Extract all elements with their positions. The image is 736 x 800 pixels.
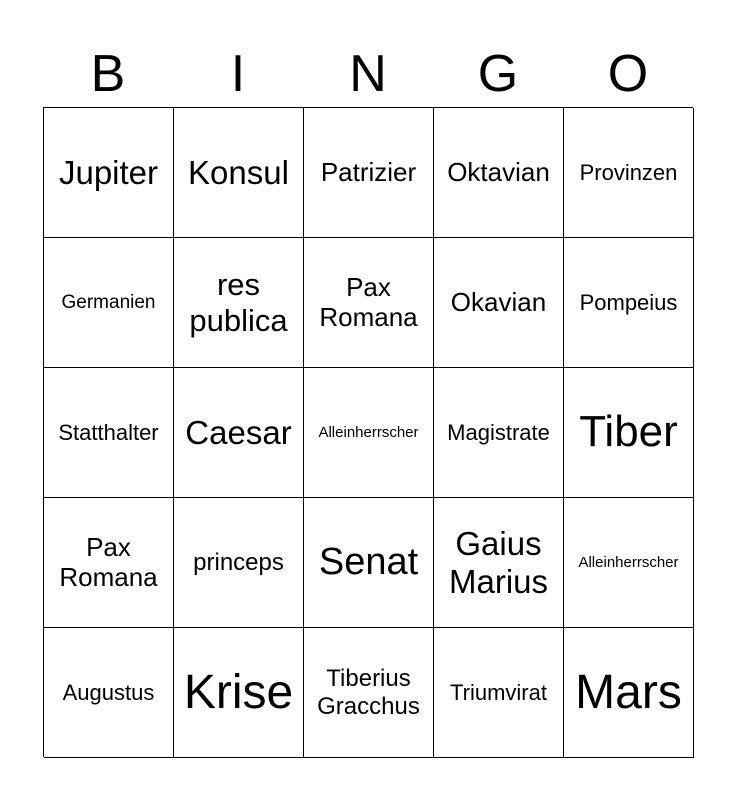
bingo-cell[interactable] bbox=[304, 368, 434, 498]
cell-text: Krise bbox=[183, 665, 294, 719]
bingo-cell[interactable] bbox=[304, 498, 434, 628]
cell-text: Tiber bbox=[579, 407, 678, 457]
cell-text: Alleinherrscher bbox=[578, 553, 679, 571]
bingo-cell[interactable] bbox=[44, 498, 174, 628]
cell-text: princeps bbox=[193, 548, 284, 576]
header-letter-n: N bbox=[349, 45, 387, 103]
bingo-cell[interactable] bbox=[564, 628, 694, 758]
header-letter-o: O bbox=[607, 45, 649, 103]
bingo-cell[interactable] bbox=[174, 498, 304, 628]
bingo-cell[interactable] bbox=[434, 108, 564, 238]
cell-text: Okavian bbox=[450, 286, 547, 317]
bingo-cell[interactable] bbox=[434, 368, 564, 498]
bingo-cell[interactable] bbox=[174, 238, 304, 368]
bingo-cell[interactable] bbox=[564, 238, 694, 368]
bingo-cell[interactable] bbox=[44, 368, 174, 498]
cell-text: Statthalter bbox=[58, 419, 159, 445]
bingo-cell[interactable] bbox=[174, 368, 304, 498]
cell-text: Tiberius Gracchus bbox=[317, 664, 420, 720]
bingo-header bbox=[43, 40, 693, 108]
bingo-cell[interactable] bbox=[44, 238, 174, 368]
header-letter-g: G bbox=[477, 45, 519, 103]
bingo-cell[interactable] bbox=[434, 238, 564, 368]
bingo-cell[interactable] bbox=[44, 108, 174, 238]
cell-text: Pax Romana bbox=[319, 271, 418, 332]
bingo-cell[interactable] bbox=[304, 628, 434, 758]
cell-text: Provinzen bbox=[579, 159, 678, 185]
cell-text: Senat bbox=[318, 540, 419, 583]
cell-text: Germanien bbox=[61, 291, 156, 313]
cell-text: Caesar bbox=[185, 413, 292, 451]
bingo-board bbox=[43, 107, 693, 757]
header-letter-b: B bbox=[90, 45, 126, 103]
cell-text: Alleinherrscher bbox=[318, 423, 419, 441]
bingo-cell[interactable] bbox=[434, 628, 564, 758]
cell-text: Pax Romana bbox=[59, 531, 158, 592]
cell-text: Patrizier bbox=[320, 156, 417, 187]
cell-text: Konsul bbox=[188, 153, 289, 191]
bingo-cell[interactable] bbox=[564, 108, 694, 238]
cell-text: Augustus bbox=[62, 679, 155, 705]
bingo-cell[interactable] bbox=[304, 238, 434, 368]
bingo-cell[interactable] bbox=[304, 108, 434, 238]
header-letter-i: I bbox=[230, 45, 246, 103]
bingo-cell[interactable] bbox=[174, 108, 304, 238]
cell-text: Triumvirat bbox=[450, 679, 547, 705]
bingo-cell[interactable] bbox=[564, 368, 694, 498]
cell-text: Oktavian bbox=[447, 156, 550, 187]
cell-text: res publica bbox=[189, 266, 288, 338]
cell-text: Jupiter bbox=[58, 153, 159, 191]
cell-text: Pompeius bbox=[579, 289, 678, 315]
cell-text: Magistrate bbox=[447, 419, 550, 445]
cell-text: Gaius Marius bbox=[448, 524, 549, 600]
cell-text: Mars bbox=[575, 665, 682, 719]
bingo-cell[interactable] bbox=[174, 628, 304, 758]
bingo-cell[interactable] bbox=[44, 628, 174, 758]
bingo-cell[interactable] bbox=[434, 498, 564, 628]
bingo-cell[interactable] bbox=[564, 498, 694, 628]
